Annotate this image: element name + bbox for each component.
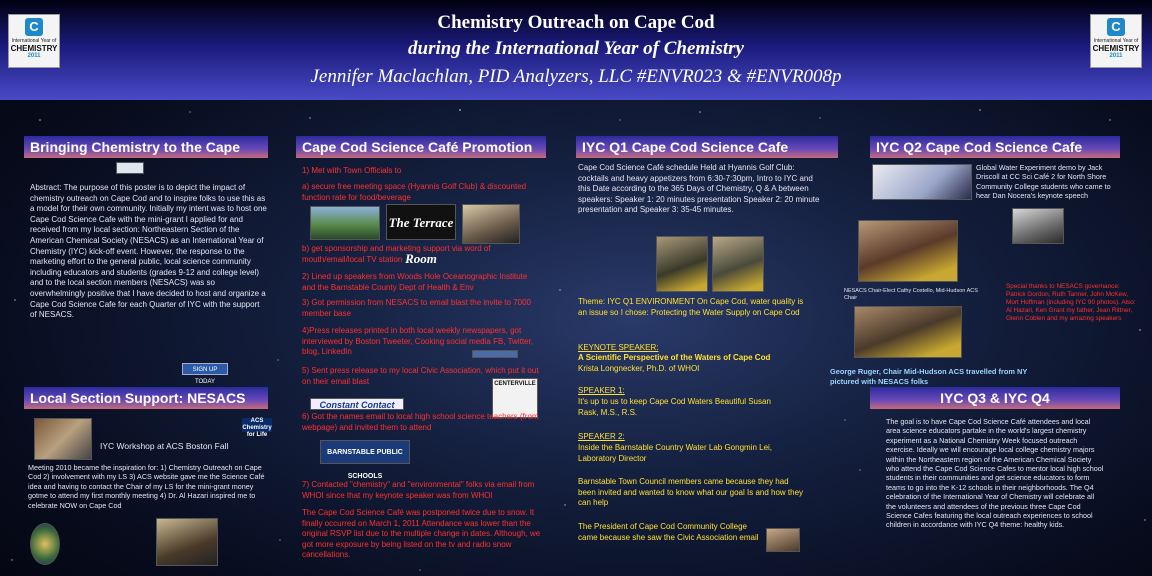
q1-photo-left (656, 236, 708, 292)
promo-item-1: 1) Met with Town Officials to (302, 166, 402, 175)
signup-today-badge: SIGN UP TODAY (182, 363, 228, 375)
poster-header (0, 0, 1152, 100)
workshop-photo (34, 418, 92, 460)
acs-badge: ACS Chemistry for Life (242, 418, 272, 438)
speaker2-text: Inside the Barnstable Country Water Lab Gongmin Lei, Laboratory Director (578, 443, 773, 463)
poster-subtitle: during the International Year of Chemistry (408, 38, 744, 59)
promo-item-5: 5) Sent press release to my local Civic Association, which put it out on their email blast (302, 366, 539, 386)
nesacs-seal-image (30, 523, 60, 565)
promo-item-a: a) secure free meeting space (Hyannis Golf Club) & discounted function rate for food/beverage (302, 182, 527, 202)
promo-item-7: 7) Contacted "chemistry" and "environmental" folks via email from WHOI since that my keynote speaker was from WHOI (302, 480, 535, 500)
section-title-local-section: Local Section Support: NESACS (24, 387, 268, 409)
group-photo-2 (854, 306, 962, 358)
keynote-name: Krista Longnecker, Ph.D. of WHOI (578, 364, 700, 373)
constant-contact-logo: Constant Contact (310, 398, 404, 410)
president-text: The President of Cape Cod Community College came because she saw the Civic Association email (578, 522, 759, 542)
section-title-q3-q4: IYC Q3 & IYC Q4 (870, 387, 1120, 409)
q2-demo-text: Global Water Experiment demo by Jack Driscoll at CC Sci Café 2 for North Shore Community College students who came to hear Dan Nocera's keynote speech (976, 163, 1111, 201)
president-photo (766, 528, 800, 552)
centerville-logo: CENTERVILLE (492, 378, 538, 418)
section-title-q1: IYC Q1 Cape Cod Science Cafe (576, 136, 838, 158)
demo-photo (1012, 208, 1064, 244)
small-logo-image (116, 162, 144, 174)
q1-theme: Theme: IYC Q1 ENVIRONMENT On Cape Cod, water quality is an issue so I chose: Protecting the Water Supply on Cape Cod (578, 297, 804, 317)
promo-item-4: 4)Press releases printed in both local weekly newspapers, got interviewed by Boston Tweeter, Cooking social media FB, Twitter, blog, LinkedIn (302, 326, 533, 357)
promo-item-3: 3) Got permission from NESACS to email blast the invite to 7000 member base (302, 298, 531, 318)
group-photo-1 (858, 220, 958, 282)
section-title-bringing-chemistry: Bringing Chemistry to the Cape (24, 136, 268, 158)
keynote-label: KEYNOTE SPEAKER: (578, 343, 659, 352)
iyc-logo-right: C International Year of CHEMISTRY 2011 (1090, 14, 1142, 68)
ruger-caption: George Ruger, Chair Mid-Hudson ACS travelled from NY pictured with NESACS folks (830, 367, 1028, 386)
section-title-q2: IYC Q2 Cape Cod Science Cafe (870, 136, 1120, 158)
barnstable-schools-logo: BARNSTABLE PUBLIC SCHOOLS (320, 440, 410, 464)
workshop-caption: IYC Workshop at ACS Boston Fall (100, 441, 229, 451)
promo-item-b: b) get sponsorship and marketing support via word of mouth/email/local TV station (302, 244, 491, 264)
golf-club-photo (310, 206, 380, 240)
terrace-room-logo: The Terrace Room (386, 204, 456, 240)
thanks-text: Special thanks to NESACS governance: Patrick Gordon, Ruth Tanner, John McKew, Mort Hoffman (including IYC 90 photos). Also: Al Hazari, Ken Grant my father, Jean Rittner, Glenn Coblen and my amazing speakers (1006, 283, 1136, 322)
council-text: Barnstable Town Council members came because they had been invited and wanted to know what our goal Is and how they can help (578, 477, 804, 508)
section-title-promotion: Cape Cod Science Café Promotion (296, 136, 546, 158)
speaker2-label: SPEAKER 2: (578, 432, 625, 441)
speakers-photo (156, 518, 218, 566)
iyc-logo-left: C International Year of CHEMISTRY 2011 (8, 14, 60, 68)
postponement-note: The Cape Cod Science Café was postponed twice due to snow. It finally occurred on March 1, 2011 Attendance was lower than the original RSVP list due to the multiple change in dates. Although, we got more exposure by being listed on the tv and radio snow cancellations. (302, 508, 541, 560)
officials-photo (462, 204, 520, 244)
promo-item-2: 2) Lined up speakers from Woods Hole Oceanographic Institute and the Barnstable County Dept of Health & Env (302, 272, 528, 292)
promo-item-6: 6) Got the names email to local high school science teachers (from webpage) and invited them to attend (302, 412, 539, 432)
social-media-icons (472, 350, 518, 358)
group-caption: NESACS Chair-Elect Cathy Costello, Mid-Hudson ACS Chair (844, 288, 978, 301)
speaker1-text: It's up to us to keep Cape Cod Waters Beautiful Susan Rask, M.S., R.S. (578, 397, 771, 417)
keynote-title: A Scientific Perspective of the Waters of Cape Cod (578, 353, 771, 362)
q3-q4-text: The goal is to have Cape Cod Science Café attendees and local area science educators partake in the world's largest chemistry experiment as a National Chemistry Week focused outreach exercise. Ideally we will encourage local college chemistry majors within the Northeastern region of the American Chemical Society who attend the Cape Cod Science Cafes to mentor local high school students in their communities and get science educators to form teams to go into the K-12 schools in their neighborhoods. The Q4 celebration of the International Year of Chemistry will celebrate all the volunteers and attendees of the previous three Cape Cod Science Cafes featuring the local outreach experiences to school children in accordance with IYC Q4 theme: healthy kids. (886, 417, 1104, 530)
q1-schedule: Cape Cod Science Café schedule Held at Hyannis Golf Club: cocktails and heavy appetizers from 6:30-7:30pm, Intro to IYC and this Date according to the 365 Days of Chemistry, Q & A between speakers: Speaker 1: 20 minutes presentation Speaker 2: 20 minute presentation and Speaker 3: 35-45 minutes. (578, 163, 820, 215)
poster-title: Chemistry Outreach on Cape Cod (437, 12, 715, 33)
water-experiment-photo (872, 164, 972, 200)
speaker1-label: SPEAKER 1: (578, 386, 625, 395)
nesacs-text: Meeting 2010 became the inspiration for: 1) Chemistry Outreach on Cape Cod 2) involvement with my LS 3) ACS website gave me the Science Café idea and having to contact the Chair of my LS for the mini-grant money gotme to attend my first monthly meeting 4) Dr. Al Hazari inspired me to celebrate NOW on Cape Cod (28, 463, 265, 510)
q1-photo-right (712, 236, 764, 292)
abstract-text: Abstract: The purpose of this poster is to depict the impact of chemistry outreach on Cape Cod and to inspire folks to use this as a model for their own community. Initially my intent was to host one Cape Cod Science Cafe with the mini-grant I applied for and received from my local section: Northeastern Section of the American Chemical Society (NESACS) as an International Year of Chemistry (IYC) kick-off event. However, the response to the marketing effort to the general public, local science community including educators and students (grades 9-12 and college level) and to the local section members (NESACS) was so overwhelmingly positive that I have decided to host and organize a Cape Cod Science Cafe for each Quarter of IYC with the support of NESACS. (30, 183, 267, 320)
poster-author: Jennifer Maclachlan, PID Analyzers, LLC #ENVR023 & #ENVR008p (310, 66, 842, 87)
